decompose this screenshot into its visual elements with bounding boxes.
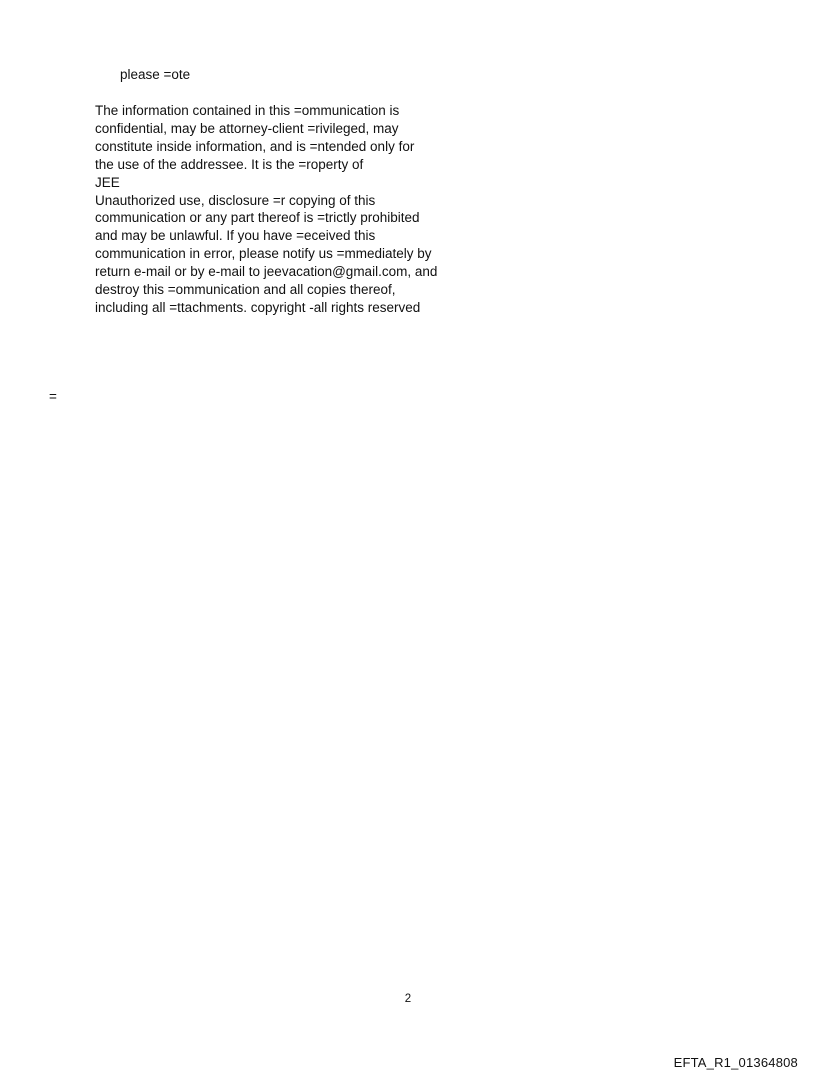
salutation-line: please =ote (120, 67, 191, 82)
disclaimer-line: destroy this =ommunication and all copies thereof, (95, 282, 396, 298)
disclaimer-line: constitute inside information, and is =ntended only for (95, 138, 415, 154)
disclaimer-line: communication in error, please notify us =mmediately by (95, 246, 432, 262)
disclaimer-line: including all =ttachments. copyright -all rights reserved (95, 299, 421, 315)
disclaimer-line: return e-mail or by e-mail to jeevacation@gmail.com, and (95, 264, 438, 280)
confidentiality-disclaimer (95, 102, 495, 317)
disclaimer-line: and may be unlawful. If you have =eceived this (95, 228, 376, 244)
disclaimer-line: communication or any part thereof is =trictly prohibited (95, 210, 420, 226)
stray-equals-marker: = (49, 389, 57, 404)
disclaimer-line: confidential, may be attorney-client =rivileged, may (95, 120, 399, 136)
disclaimer-line: JEE (95, 174, 120, 190)
disclaimer-line: Unauthorized use, disclosure =r copying of this (95, 192, 376, 208)
disclaimer-line: The information contained in this =ommunication is (95, 103, 400, 118)
page-number: 2 (404, 993, 412, 1005)
disclaimer-line: the use of the addressee. It is the =roperty of (95, 156, 364, 172)
bates-number: EFTA_R1_01364808 (673, 1055, 798, 1070)
